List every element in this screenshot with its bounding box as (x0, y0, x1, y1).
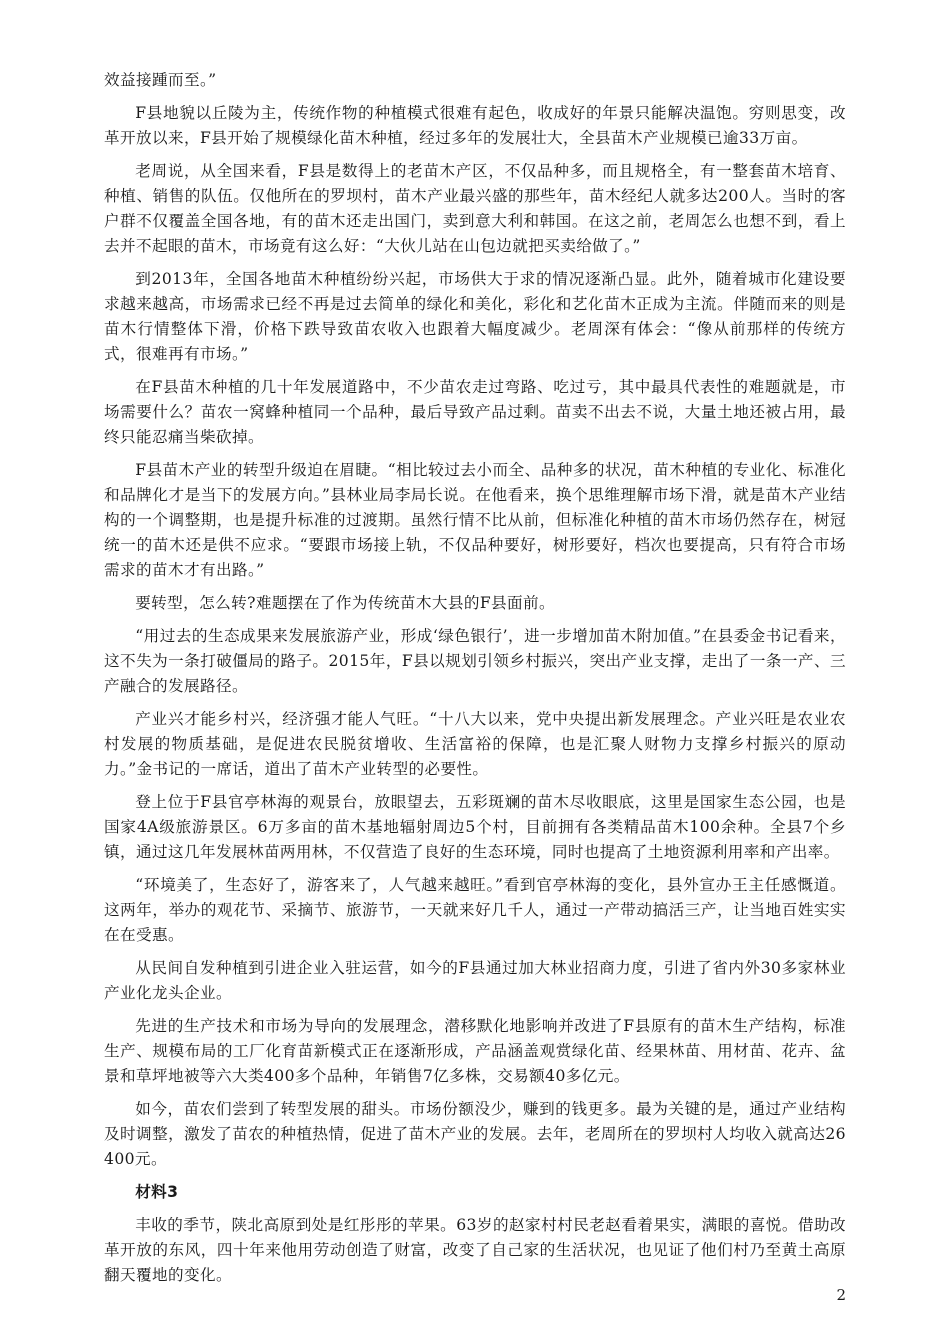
paragraph: 效益接踵而至。” (104, 71, 217, 89)
paragraph: 先进的生产技术和市场为导向的发展理念，潜移默化地影响并改进了F县原有的苗木生产结构，标准生产、规模布局的工厂化育苗新模式正在逐渐形成，产品涵盖观赏绿化苗、经果林苗、用材苗、花卉、盆景和草坪地被等六大类400多个品种，年销售7亿多株，交易额40多亿元。 (104, 1017, 846, 1085)
paragraph: 要转型，怎么转?难题摆在了作为传统苗木大县的F县面前。 (135, 594, 556, 612)
paragraph: F县地貌以丘陵为主，传统作物的种植模式很难有起色，收成好的年景只能解决温饱。穷则思变，改革开放以来，F县开始了规模绿化苗木种植，经过多年的发展壮大，全县苗木产业规模已逾33万亩。 (104, 104, 846, 147)
paragraph: “用过去的生态成果来发展旅游产业，形成‘绿色银行’，进一步增加苗木附加值。”在县委金书记看来，这不失为一条打破僵局的路子。2015年，F县以规划引领乡村振兴，突出产业支撑，走出了一条一产、三产融合的发展路径。 (104, 627, 846, 695)
page-number: 2 (836, 1286, 846, 1304)
paragraph: “环境美了，生态好了，游客来了，人气越来越旺。”看到官亭林海的变化，县外宣办王主任感慨道。这两年，举办的观花节、采摘节、旅游节，一天就来好几千人，通过一产带动搞活三产，让当地百姓实实在在受惠。 (104, 876, 846, 944)
document-body (104, 68, 846, 1296)
paragraph: 登上位于F县官亭林海的观景台，放眼望去，五彩斑斓的苗木尽收眼底，这里是国家生态公园，也是国家4A级旅游景区。6万多亩的苗木基地辐射周边5个村，目前拥有各类精品苗木100余种。全县7个乡镇，通过这几年发展林苗两用林，不仅营造了良好的生态环境，同时也提高了土地资源利用率和产出率。 (104, 793, 846, 861)
paragraph: 如今，苗农们尝到了转型发展的甜头。市场份额没少，赚到的钱更多。最为关键的是，通过产业结构及时调整，激发了苗农的种植热情，促进了苗木产业的发展。去年，老周所在的罗坝村人均收入就高达26400元。 (104, 1100, 846, 1168)
paragraph: 在F县苗木种植的几十年发展道路中，不少苗农走过弯路、吃过亏，其中最具代表性的难题就是，市场需要什么？苗农一窝蜂种植同一个品种，最后导致产品过剩。苗卖不出去不说，大量土地还被占用，最终只能忍痛当柴砍掉。 (104, 378, 846, 446)
paragraph: 产业兴才能乡村兴，经济强才能人气旺。“十八大以来，党中央提出新发展理念。产业兴旺是农业农村发展的物质基础，是促进农民脱贫增收、生活富裕的保障，也是汇聚人财物力支撑乡村振兴的原动力。”金书记的一席话，道出了苗木产业转型的必要性。 (104, 710, 846, 778)
paragraph: F县苗木产业的转型升级迫在眉睫。“相比较过去小而全、品种多的状况，苗木种植的专业化、标准化和品牌化才是当下的发展方向。”县林业局李局长说。在他看来，换个思维理解市场下滑，就是苗木产业结构的一个调整期，也是提升标准的过渡期。虽然行情不比从前，但标准化种植的苗木市场仍然存在，树冠统一的苗木还是供不应求。“要跟市场接上轨，不仅品种要好，树形要好，档次也要提高，只有符合市场需求的苗木才有出路。” (104, 461, 846, 579)
paragraph: 从民间自发种植到引进企业入驻运营，如今的F县通过加大林业招商力度，引进了省内外30多家林业产业化龙头企业。 (104, 959, 846, 1002)
section-heading: 材料3 (135, 1183, 179, 1201)
paragraph: 到2013年，全国各地苗木种植纷纷兴起，市场供大于求的情况逐渐凸显。此外，随着城市化建设要求越来越高，市场需求已经不再是过去简单的绿化和美化，彩化和艺化苗木正成为主流。伴随而来的则是苗木行情整体下滑，价格下跌导致苗农收入也跟着大幅度减少。老周深有体会：“像从前那样的传统方式，很难再有市场。” (104, 270, 846, 363)
paragraph: 丰收的季节，陕北高原到处是红彤彤的苹果。63岁的赵家村村民老赵看着果实，满眼的喜悦。借助改革开放的东风，四十年来他用劳动创造了财富，改变了自己家的生活状况，也见证了他们村乃至黄土高原翻天覆地的变化。 (104, 1216, 846, 1284)
paragraph: 老周说，从全国来看，F县是数得上的老苗木产区，不仅品种多，而且规格全，有一整套苗木培育、种植、销售的队伍。仅他所在的罗坝村，苗木产业最兴盛的那些年，苗木经纪人就多达200人。当时的客户群不仅覆盖全国各地，有的苗木还走出国门，卖到意大利和韩国。在这之前，老周怎么也想不到，看上去并不起眼的苗木，市场竟有这么好：“大伙儿站在山包边就把买卖给做了。” (104, 162, 846, 255)
